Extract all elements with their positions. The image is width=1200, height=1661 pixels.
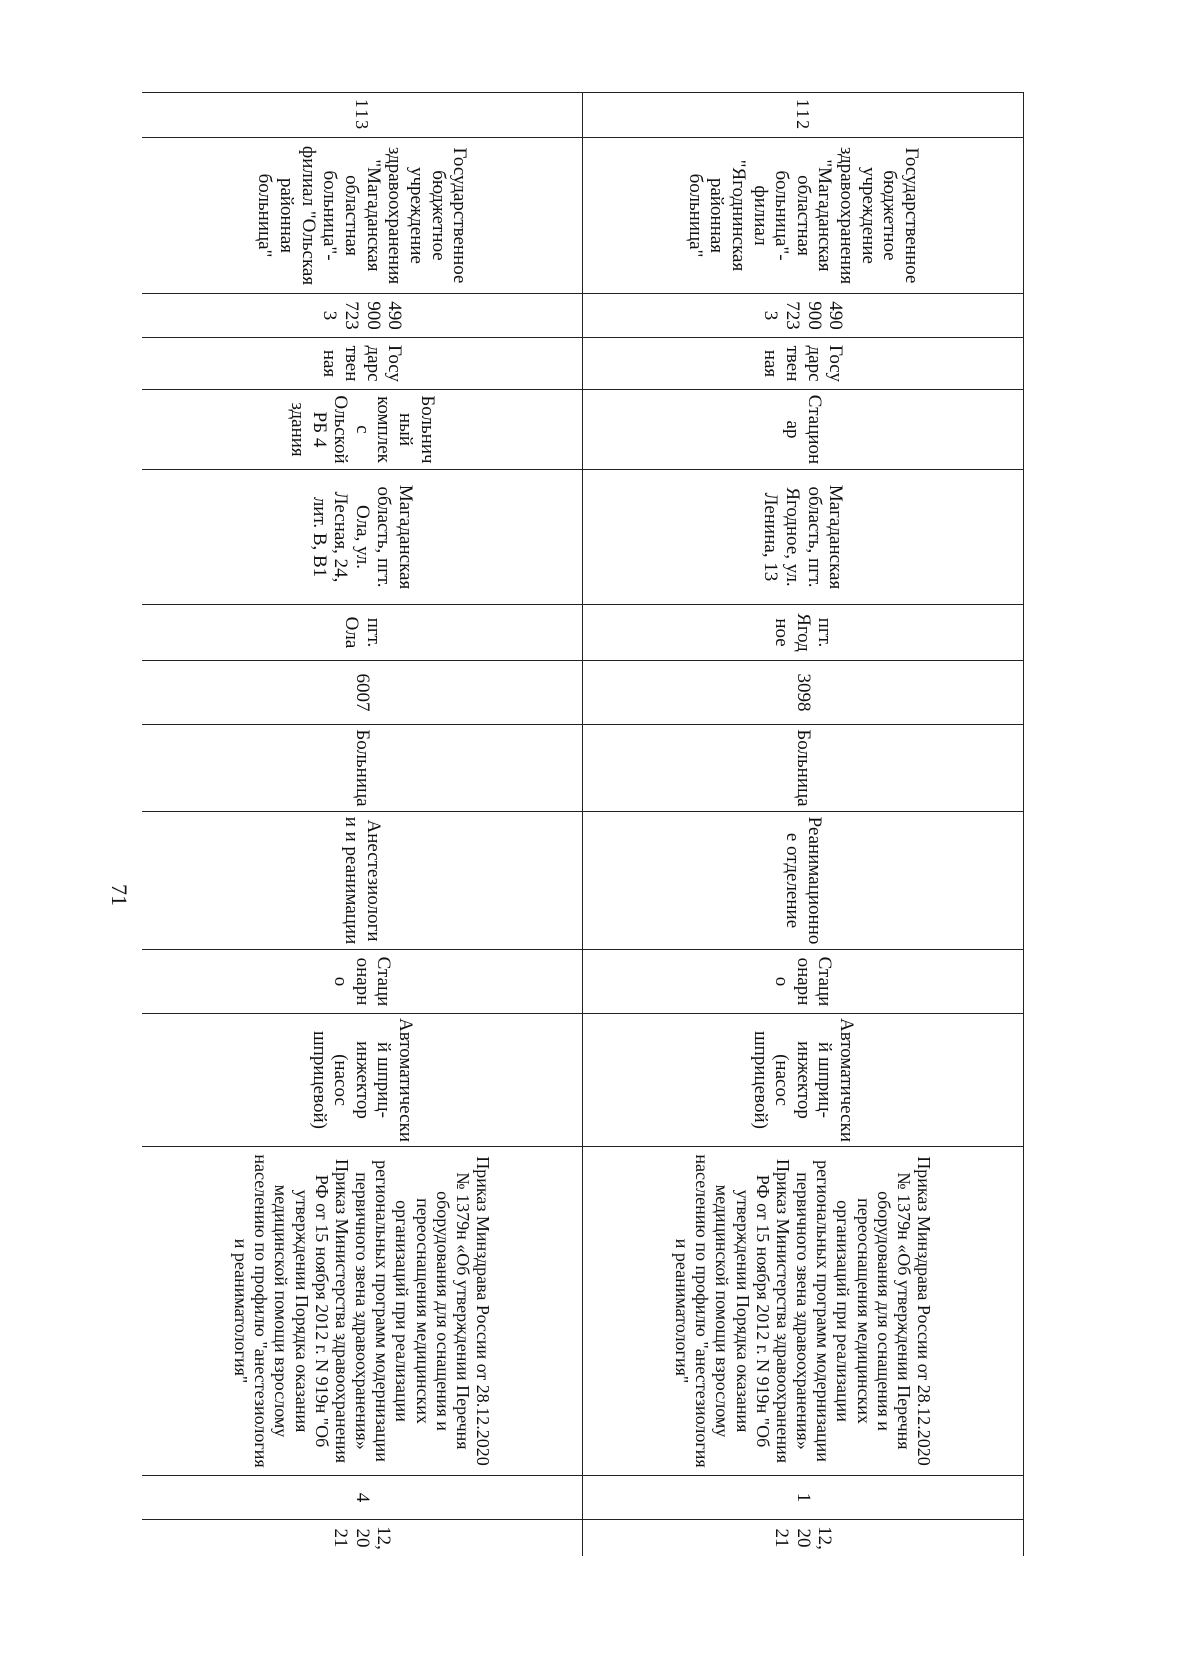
quantity-cell: 4 bbox=[142, 1476, 583, 1520]
locality-cell: пгт. Ола bbox=[142, 605, 583, 661]
address-cell: Магаданская область, пгт. Ола, ул. Лесная, 24, лит. В, В1 bbox=[142, 470, 583, 605]
population-cell: 3098 bbox=[583, 661, 1024, 725]
inn-cell: 4909007233 bbox=[583, 294, 1024, 338]
equipment-cell: Автоматический шприц-инжектор (насос шприцевой) bbox=[583, 1014, 1024, 1147]
page-number: 71 bbox=[107, 884, 132, 906]
ownership-cell: Государственная bbox=[142, 338, 583, 390]
basis-cell: Приказ Минздрава России от 28.12.2020 № 1379н «Об утверждении Перечня оборудования для оснащения и переоснащения медицинских организаций при реализации региональных программ модернизации первичного звена здравоохранения» Приказ Министерства здравоохранения РФ от 15 ноября 2012 г. N 919н "Об утверждении Порядка оказания медицинской помощи взрослому населению по профилю "анестезиология и реаниматология" bbox=[583, 1147, 1024, 1476]
organization-cell: Государственное бюджетное учреждение здравоохранения "Магаданская областная больница"- филиал "Ягоднинская районная больница" bbox=[583, 138, 1024, 294]
equipment-table-rotated bbox=[142, 92, 1024, 1556]
ownership-cell: Государственная bbox=[583, 338, 1024, 390]
facility-type-cell: Больница bbox=[583, 725, 1024, 812]
organization-cell: Государственное бюджетное учреждение здравоохранения "Магаданская областная больница"- филиал "Ольская районная больница" bbox=[142, 138, 583, 294]
address-cell: Магаданская область, пгт. Ягодное, ул. Ленина, 13 bbox=[583, 470, 1024, 605]
table-row bbox=[583, 93, 1024, 1557]
equipment-table bbox=[142, 92, 1024, 1556]
basis-cell: Приказ Минздрава России от 28.12.2020 № 1379н «Об утверждении Перечня оборудования для оснащения и переоснащения медицинских организаций при реализации региональных программ модернизации первичного звена здравоохранения» Приказ Министерства здравоохранения РФ от 15 ноября 2012 г. N 919н "Об утверждении Порядка оказания медицинской помощи взрослому населению по профилю "анестезиология и реаниматология" bbox=[142, 1147, 583, 1476]
equipment-cell: Автоматический шприц-инжектор (насос шприцевой) bbox=[142, 1014, 583, 1147]
department-cell: Реанимационное отделение bbox=[583, 812, 1024, 950]
locality-cell: пгт. Ягодное bbox=[583, 605, 1024, 661]
row-number: 113 bbox=[142, 93, 583, 138]
equipment-table-frame bbox=[142, 92, 1024, 1556]
facility-type-cell: Больница bbox=[142, 725, 583, 812]
table-row bbox=[142, 93, 583, 1557]
building-cell: Больничный комплекс Ольской РБ 4 здания bbox=[142, 390, 583, 470]
department-cell: Анестезиологии и реанимации bbox=[142, 812, 583, 950]
row-number: 112 bbox=[583, 93, 1024, 138]
care-condition-cell: Стационарно bbox=[142, 950, 583, 1014]
date-cell: 12,2021 bbox=[142, 1520, 583, 1557]
inn-cell: 4909007233 bbox=[142, 294, 583, 338]
date-cell: 12,2021 bbox=[583, 1520, 1024, 1557]
care-condition-cell: Стационарно bbox=[583, 950, 1024, 1014]
quantity-cell: 1 bbox=[583, 1476, 1024, 1520]
building-cell: Стационар bbox=[583, 390, 1024, 470]
population-cell: 6007 bbox=[142, 661, 583, 725]
